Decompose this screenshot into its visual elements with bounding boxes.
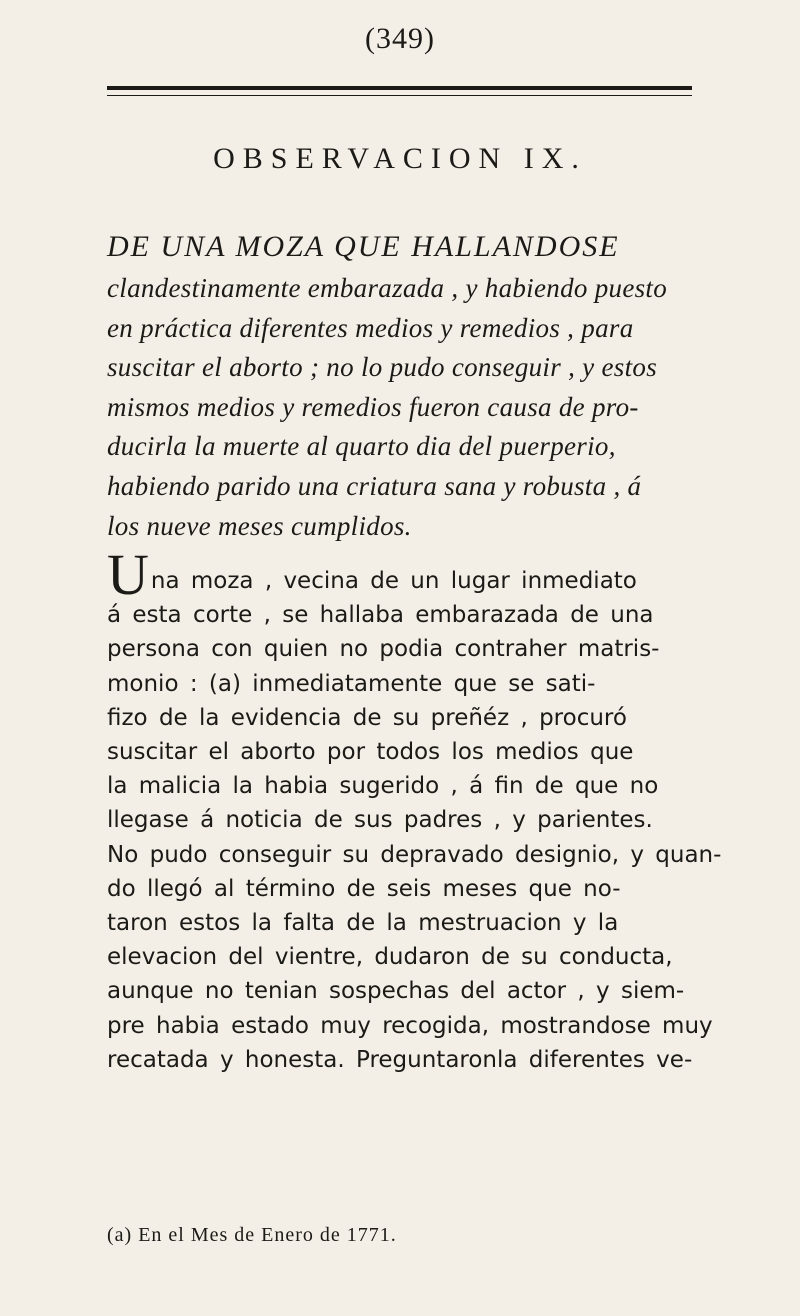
body-line: No pudo conseguir su depravado designio, y quan-: [107, 841, 722, 868]
subtitle-line: en práctica diferentes medios y remedios , para: [107, 312, 634, 343]
body-line: elevacion del vientre, dudaron de su conducta,: [107, 944, 673, 971]
subtitle-line: suscitar el aborto ; no lo pudo conseguir , y estos: [107, 352, 658, 383]
body-line: fizo de la evidencia de su preñéz , procuró: [107, 704, 627, 731]
body-line: la malicia la habia sugerido , á fin de que no: [107, 773, 659, 800]
body-line: pre habia estado muy recogida, mostrandose muy: [107, 1012, 713, 1039]
body-line: monio : (a) inmediatamente que se sati-: [107, 670, 596, 697]
body-line: persona con quien no podia contraher matris-: [107, 636, 660, 663]
body-line: á esta corte , se hallaba embarazada de una: [107, 602, 654, 629]
subtitle-line: DE UNA MOZA QUE HALLANDOSE: [107, 230, 620, 263]
page-number: (349): [365, 22, 435, 55]
subtitle-line: clandestinamente embarazada , y habiendo puesto: [107, 273, 668, 303]
body-line: [107, 542, 707, 607]
observation-title: OBSERVACION IX.: [213, 142, 587, 175]
body-line: taron estos la falta de la mestruacion y la: [107, 910, 619, 937]
body-line: aunque no tenian sospechas del actor , y siem-: [107, 978, 685, 1005]
header-rule-thin: [107, 95, 692, 96]
subtitle-line: los nueve meses cumplidos.: [107, 510, 412, 541]
first-line-text: na moza , vecina de un lugar inmediato: [150, 568, 637, 594]
body-line: llegase á noticia de sus padres , y parientes.: [107, 807, 653, 834]
body-line: suscitar el aborto por todos los medios que: [107, 739, 634, 766]
body-text: [107, 542, 722, 1077]
footnote: (a) En el Mes de Enero de 1771.: [107, 1224, 397, 1246]
subtitle-line: habiendo parido una criatura sana y robusta , á: [107, 470, 642, 501]
body-line: do llegó al término de seis meses que no-: [107, 875, 621, 902]
subtitle-line: ducirla la muerte al quarto dia del puerperio,: [107, 431, 616, 462]
subtitle-block: [107, 225, 697, 546]
drop-cap: U: [107, 542, 149, 607]
subtitle-line: mismos medios y remedios fueron causa de pro-: [107, 391, 639, 422]
body-line: recatada y honesta. Preguntaronla diferentes ve-: [107, 1046, 693, 1073]
header-rule-thick: [107, 86, 692, 90]
